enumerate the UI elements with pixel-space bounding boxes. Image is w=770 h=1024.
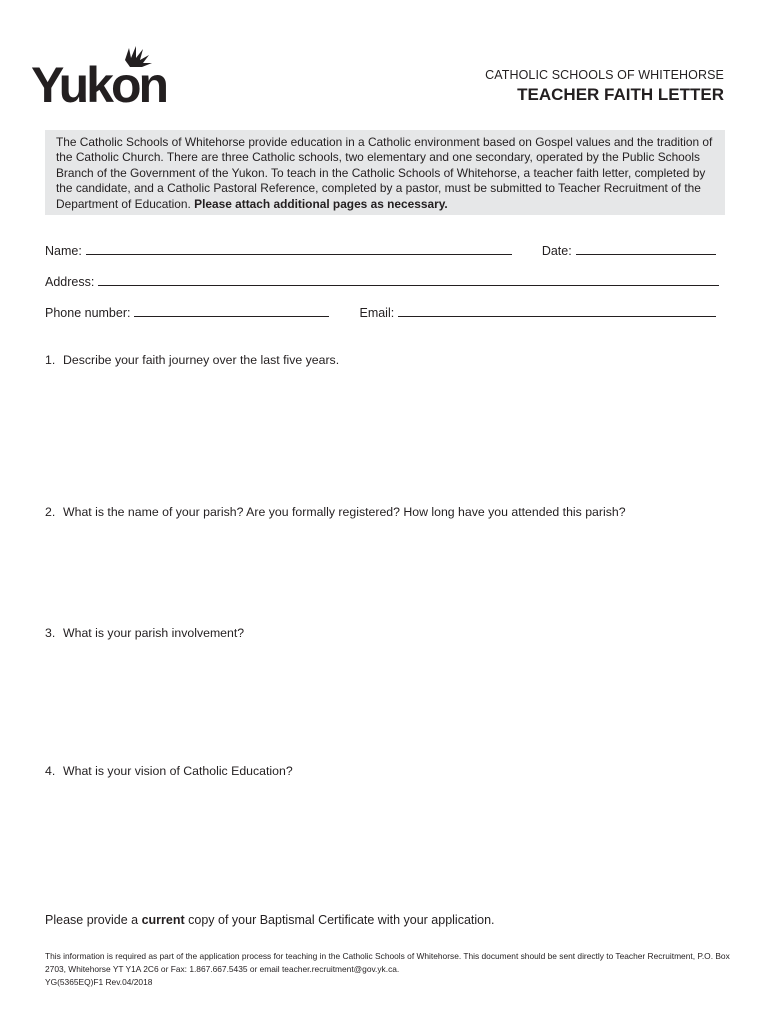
intro-emphasis: Please attach additional pages as necessary. <box>194 196 448 211</box>
date-field[interactable] <box>576 245 716 255</box>
address-label: Address: <box>45 275 95 289</box>
logo-wordmark: Yukon <box>31 57 167 106</box>
closing-emphasis: current <box>141 913 185 927</box>
date-label: Date: <box>541 244 572 258</box>
question-number: 1. <box>45 353 56 367</box>
phone-email-row <box>45 306 725 320</box>
question-text: What is your vision of Catholic Education? <box>63 764 293 778</box>
intro-body: The Catholic Schools of Whitehorse provide education in a Catholic environment based on Gospel values and the tradition of the Catholic Church. There are three Catholic schools, two elementary and one secondary, operated by the Public Schools Branch of the Government of the Yukon. To teach in the Catholic Schools of Whitehorse, a teacher faith letter, completed by the candidate, and a Catholic Pastoral Reference, completed by a pastor, must be submitted to Teacher Recruitment of the Department of Education. <box>56 135 713 211</box>
question-1 <box>45 353 339 367</box>
intro-box <box>45 130 725 215</box>
closing-text-end: copy of your Baptismal Certificate with your application. <box>184 913 495 927</box>
page-title: TEACHER FAITH LETTER <box>517 85 724 104</box>
name-field[interactable] <box>86 245 512 255</box>
phone-field[interactable] <box>134 307 329 317</box>
form-id: YG(5365EQ)F1 Rev.04/2018 <box>45 977 153 987</box>
intro-text <box>56 135 714 212</box>
question-3 <box>45 626 244 640</box>
footer-note: This information is required as part of the application process for teaching in the Catholic Schools of Whitehorse. This document should be sent directly to Teacher Recruitment, P.O. Box 2703, Whitehorse YT Y1A 2C6 or Fax: 1.867.667.5435 or email teacher.recruitment@gov.yk.ca. <box>45 951 730 974</box>
question-number: 3. <box>45 626 56 640</box>
organization-name: CATHOLIC SCHOOLS OF WHITEHORSE <box>485 68 724 82</box>
email-field[interactable] <box>398 307 716 317</box>
phone-label: Phone number: <box>45 306 131 320</box>
question-2 <box>45 505 626 519</box>
email-label: Email: <box>359 306 395 320</box>
question-text: What is your parish involvement? <box>63 626 245 640</box>
address-field[interactable] <box>98 276 719 286</box>
yukon-logo <box>30 44 175 106</box>
question-text: What is the name of your parish? Are you formally registered? How long have you attended this parish? <box>63 505 626 519</box>
question-text: Describe your faith journey over the last five years. <box>63 353 340 367</box>
name-date-row <box>45 244 725 258</box>
question-number: 2. <box>45 505 56 519</box>
question-4 <box>45 764 293 778</box>
closing-text-start: Please provide a <box>45 913 142 927</box>
name-label: Name: <box>45 244 82 258</box>
baptismal-certificate-note <box>45 913 495 927</box>
address-row <box>45 275 725 289</box>
question-number: 4. <box>45 764 56 778</box>
